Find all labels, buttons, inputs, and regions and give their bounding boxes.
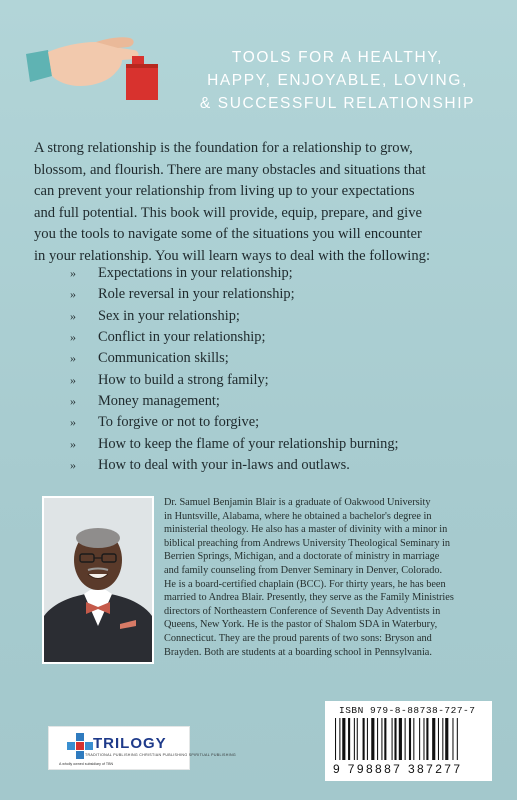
topic-text: Sex in your relationship; xyxy=(98,307,240,324)
barcode-bar xyxy=(339,718,340,760)
bullet-icon: » xyxy=(70,372,76,387)
intro-line: and full potential. This book will provide, equip, prepare, and give xyxy=(34,204,422,221)
list-item xyxy=(70,306,490,327)
bullet-icon: » xyxy=(70,457,76,472)
barcode-bar xyxy=(342,718,345,760)
intro-line: A strong relationship is the foundation for a relationship to grow, xyxy=(34,140,413,156)
barcode-bar xyxy=(457,718,458,760)
list-item xyxy=(70,284,490,305)
list-item xyxy=(70,263,490,284)
bio-line: He is a board-certified chaplain (BCC). For thirty years, he has been xyxy=(164,578,446,590)
bullet-icon: » xyxy=(70,393,76,408)
barcode-bar xyxy=(348,718,350,760)
barcode-bar xyxy=(371,718,374,760)
tagline-line: & SUCCESSFUL RELATIONSHIP xyxy=(199,95,476,112)
barcode-bar xyxy=(432,718,435,760)
publisher-logo xyxy=(48,726,236,770)
barcode-bar xyxy=(392,718,393,760)
intro-line: you the tools to navigate some of the situations you will encounter xyxy=(34,226,422,243)
barcode-bars xyxy=(333,718,485,762)
publisher-subline: TRADITIONAL PUBLISHING CHRISTIAN PUBLISHING SPIRITUAL PUBLISHING xyxy=(85,753,236,757)
publisher-name: TRILOGY xyxy=(93,735,167,752)
bio-line: Queens, New York. He is the pastor of Shalom SDA in Waterbury, xyxy=(164,619,438,631)
tagline xyxy=(180,46,495,115)
isbn-label: ISBN 979-8-88738-727-7 xyxy=(339,705,476,716)
barcode-bar xyxy=(394,718,396,760)
barcode-bar xyxy=(357,718,358,760)
bio-line: Connecticut. They are the proud parents of two sons: Bryson and xyxy=(164,632,432,644)
bio-line: married to Andrea Blair. Presently, they serve as the Family Ministries xyxy=(164,592,454,604)
bio-line: and family counseling from Denver Seminary in Denver, Colorado. xyxy=(164,564,443,576)
hand-holding-block-illustration xyxy=(22,20,172,105)
intro-line: can prevent your relationship from living up to your expectations xyxy=(34,183,415,200)
topics-list xyxy=(70,263,490,476)
topic-text: How to build a strong family; xyxy=(98,371,269,388)
barcode-bar xyxy=(363,718,365,760)
topic-text: Money management; xyxy=(98,392,220,409)
topic-text: Expectations in your relationship; xyxy=(98,265,293,282)
barcode-bar xyxy=(335,718,336,760)
barcode-digits: 9 798887 387277 xyxy=(333,762,463,776)
bio-line: Dr. Samuel Benjamin Blair is a graduate of Oakwood University xyxy=(164,497,431,508)
intro-line: blossom, and flourish. There are many obstacles and situations that xyxy=(34,161,426,178)
bullet-icon: » xyxy=(70,415,76,430)
barcode-bar xyxy=(419,718,420,760)
author-photo xyxy=(42,496,154,664)
topic-text: How to deal with your in-laws and outlaws. xyxy=(98,456,350,473)
topic-text: How to keep the flame of your relationship burning; xyxy=(98,435,399,452)
tagline-line: TOOLS FOR A HEALTHY, xyxy=(231,49,444,66)
intro-paragraph xyxy=(34,138,489,268)
bio-line: Brayden. Both are students at a boarding school in Pennsylvania. xyxy=(164,646,432,658)
barcode-bar xyxy=(409,718,411,760)
list-item xyxy=(70,327,490,348)
author-bio xyxy=(164,496,494,659)
list-item xyxy=(70,455,490,476)
tagline-line: HAPPY, ENJOYABLE, LOVING, xyxy=(207,72,468,89)
bio-line: Berrien Springs, Michigan, and a doctorate of ministry in marriage xyxy=(164,551,440,563)
barcode-bar xyxy=(354,718,355,760)
list-item xyxy=(70,369,490,390)
barcode-bar xyxy=(399,718,402,760)
bio-line: in Huntsville, Alabama, where he obtained a bachelor's degree in xyxy=(164,510,432,522)
topic-text: To forgive or not to forgive; xyxy=(98,414,260,431)
barcode-bar xyxy=(413,718,414,760)
list-item xyxy=(70,412,490,433)
topic-text: Communication skills; xyxy=(98,350,229,367)
list-item xyxy=(70,433,490,454)
bullet-icon: » xyxy=(70,308,76,323)
intro-line: in your relationship. You will learn ways to deal with the following: xyxy=(34,247,431,264)
bullet-icon: » xyxy=(70,266,76,281)
bullet-icon: » xyxy=(70,351,76,366)
bio-line: biblical preaching from Andrews University Theological Seminary in xyxy=(164,537,451,549)
bullet-icon: » xyxy=(70,436,76,451)
bullet-icon: » xyxy=(70,287,76,302)
barcode-bar xyxy=(442,718,443,760)
bio-line: directors of Northeastern Conference of Seventh Day Adventists in xyxy=(164,605,441,617)
topic-text: Conflict in your relationship; xyxy=(98,329,266,346)
list-item xyxy=(70,348,490,369)
bullet-icon: » xyxy=(70,330,76,345)
barcode-bar xyxy=(377,718,378,760)
barcode-bar xyxy=(423,718,424,760)
barcode-bar xyxy=(384,718,386,760)
bio-line: ministerial theology. He also has a master of divinity with a minor in xyxy=(164,524,448,536)
barcode-bar xyxy=(426,718,428,760)
barcode xyxy=(325,701,492,781)
barcode-bar xyxy=(405,718,406,760)
barcode-bar xyxy=(381,718,382,760)
topic-text: Role reversal in your relationship; xyxy=(98,286,295,303)
publisher-owner: A wholly owned subsidiary of TBN xyxy=(59,762,114,766)
barcode-bar xyxy=(367,718,368,760)
barcode-bar xyxy=(438,718,439,760)
list-item xyxy=(70,391,490,412)
barcode-bar xyxy=(452,718,453,760)
barcode-bar xyxy=(445,718,448,760)
